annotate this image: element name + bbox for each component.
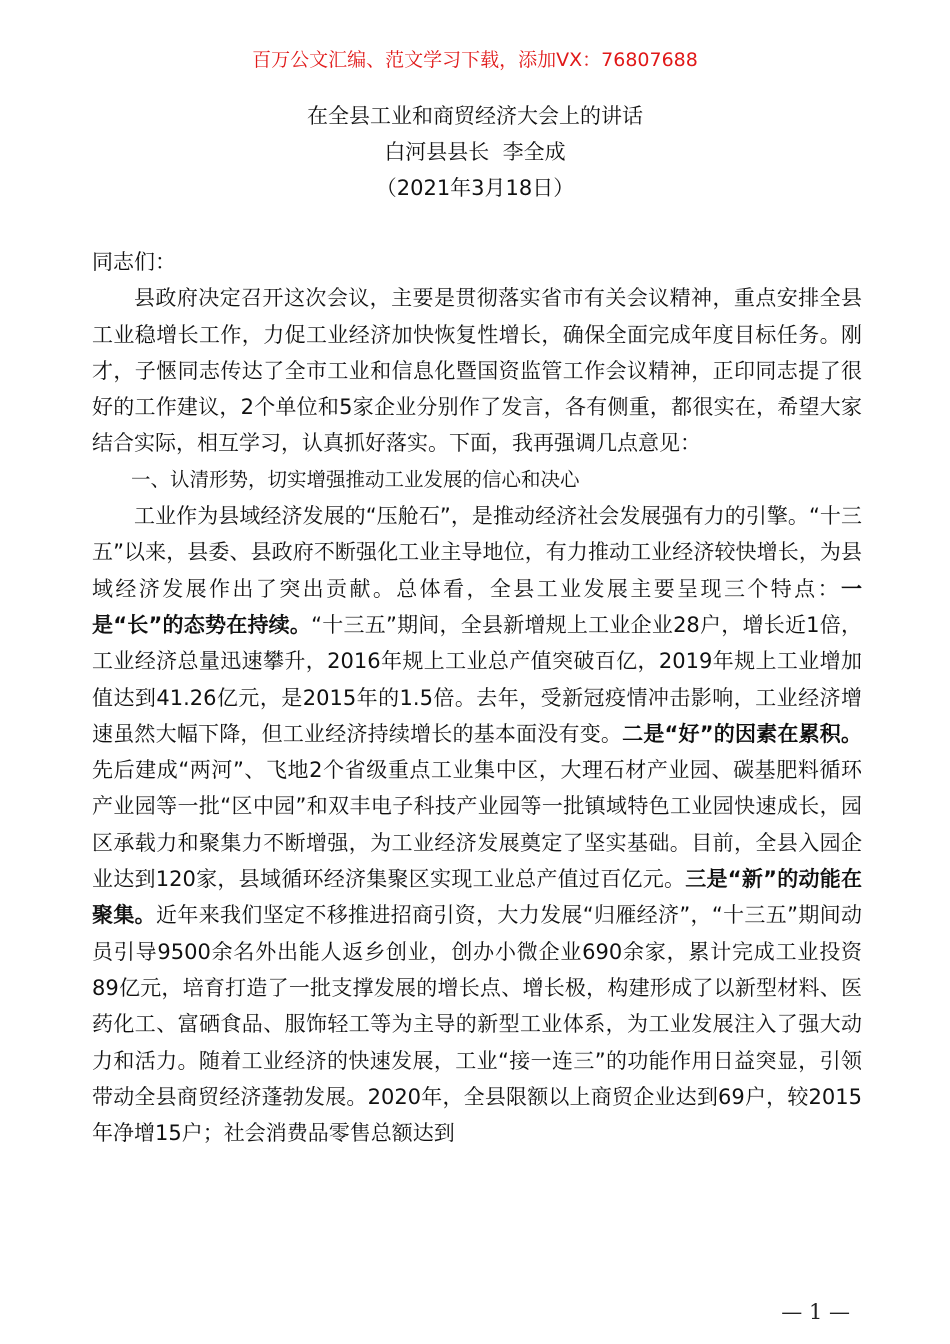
title-block bbox=[0, 98, 950, 206]
greeting: 同志们： bbox=[92, 250, 176, 274]
section-heading-1: 一、认清形势，切实增强推动工业发展的信心和决心 bbox=[131, 467, 580, 491]
section-1-paragraph bbox=[92, 498, 862, 1151]
speaker-line: 白河县县长 李全成 bbox=[384, 140, 566, 164]
point-three-bold: 三是“新”的动能在聚集。 bbox=[92, 867, 862, 928]
section-1-text-1: 工业作为县域经济发展的“压舱石”，是推动经济社会发展强有力的引擎。“十三五”以来，县委、县政府不断强化工业主导地位，有力推动工业经济较快增长，为县域经济发展作出了突出贡献。总体看，全县工业发展主要呈现三个特点： bbox=[92, 504, 862, 601]
section-1-text-4: 近年来我们坚定不移推进招商引资，大力发展“归雁经济”，“十三五”期间动员引导9500余名外出能人返乡创业，创办小微企业690余家，累计完成工业投资89亿元，培育打造了一批支撑发展的增长点、增长极，构建形成了以新型材料、医药化工、富硒食品、服饰轻工等为主导的新型工业体系，为工业发展注入了强大动力和活力。随着工业经济的快速发展，工业“接一连三”的功能作用日益突显，引领带动全县商贸经济蓬勃发展。2020年，全县限额以上商贸企业达到69户，较2015年净增15户；社会消费品零售总额达到 bbox=[92, 903, 863, 1146]
intro-paragraph: 县政府决定召开这次会议，主要是贯彻落实省市有关会议精神，重点安排全县工业稳增长工作，力促工业经济加快恢复性增长，确保全面完成年度目标任务。刚才，子愜同志传达了全市工业和信息化暨国资监管工作会议精神，正印同志提了很好的工作建议，2个单位和5家企业分别作了发言，各有侧重，都很实在，希望大家结合实际，相互学习，认真抓好落实。下面，我再强调几点意见： bbox=[92, 286, 862, 456]
speech-date: （2021年3月18日） bbox=[375, 176, 575, 200]
page-number: — 1 — bbox=[781, 1300, 850, 1324]
header-banner: 百万公文汇编、范文学习下载，添加VX：76807688 bbox=[252, 49, 698, 71]
point-one-bold: 一是“长”的态势在持续。 bbox=[92, 576, 862, 637]
section-1-text-2: “十三五”期间，全县新增规上工业企业28户，增长近1倍，工业经济总量迅速攀升，2016年规上工业总产值突破百亿，2019年规上工业增加值达到41.26亿元，是2015年的1.5倍。去年，受新冠疫情冲击影响，工业经济增速虽然大幅下降，但工业经济持续增长的基本面没有变。 bbox=[92, 612, 863, 746]
section-1-text-3: 先后建成“两河”、飞地2个省级重点工业集中区，大理石材产业园、碳基肥料循环产业园等一批“区中园”和双丰电子科技产业园等一批镇域特色工业园快速成长，园区承载力和聚集力不断增强，为工业经济发展奠定了坚实基础。目前，全县入园企业达到120家，县域循环经济集聚区实现工业总产值过百亿元。 bbox=[92, 758, 862, 892]
point-two-bold: 二是“好”的因素在累积。 bbox=[622, 721, 863, 746]
speech-body bbox=[92, 244, 862, 1151]
speech-title: 在全县工业和商贸经济大会上的讲话 bbox=[307, 104, 643, 128]
